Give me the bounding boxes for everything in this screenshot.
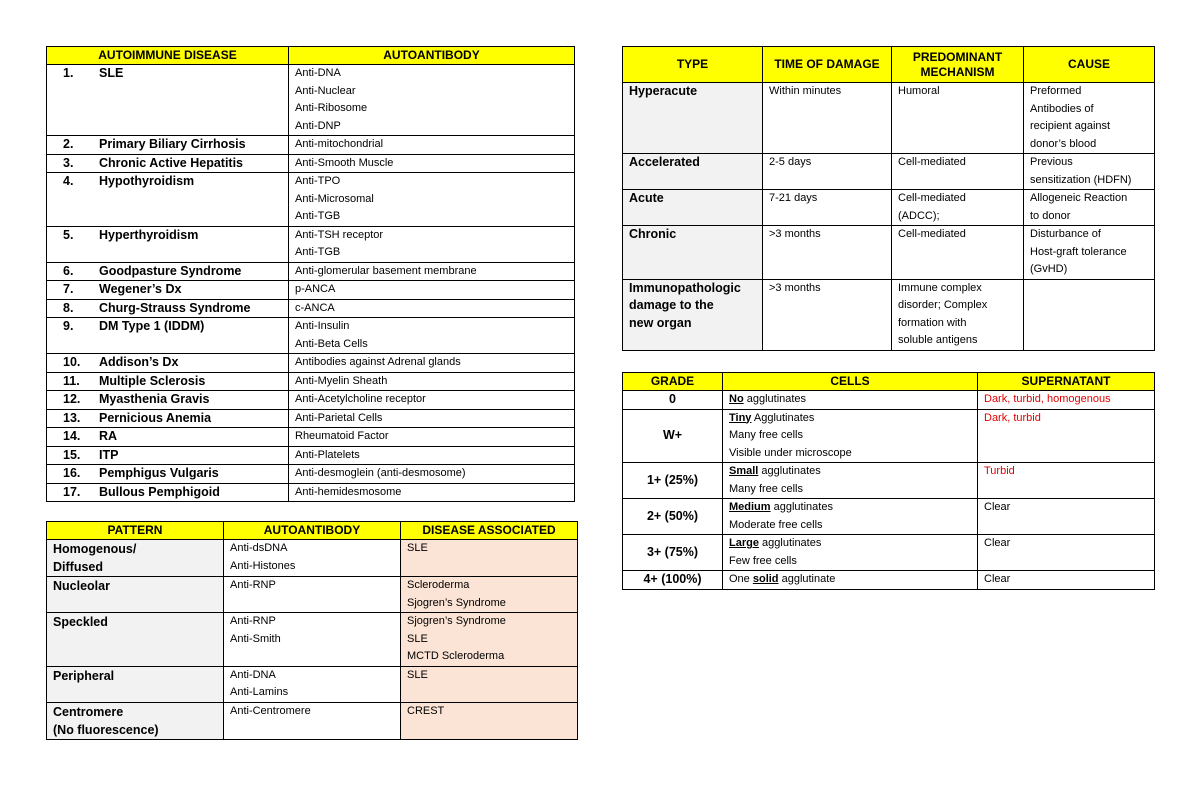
antibody-cell (289, 299, 575, 318)
disease-cell (47, 372, 289, 391)
disease-text: MCTD Scleroderma (407, 650, 505, 662)
table-row (47, 666, 578, 702)
cells-cell (723, 409, 978, 463)
cells-extra: Many free cells (729, 429, 803, 441)
mechanism-text: (ADCC); (898, 209, 940, 222)
header-cause: CAUSE (1024, 47, 1155, 83)
antibody-text: Anti-Acetylcholine receptor (295, 393, 426, 405)
antibody-cell (289, 428, 575, 447)
grade-cell: 1+ (25%) (623, 463, 723, 499)
antibody-text: Anti-hemidesmosome (295, 485, 402, 498)
grade-cell: 2+ (50%) (623, 499, 723, 535)
antibody-text: Anti-Microsomal (295, 192, 374, 205)
disease-name: RA (99, 429, 118, 443)
antibody-text: Anti-Beta Cells (295, 337, 368, 350)
header-disease-associated: DISEASE ASSOCIATED (401, 522, 578, 540)
disease-text: Sjogren’s Syndrome (407, 596, 506, 609)
rejection-type-text: Immunopathologic (629, 280, 741, 295)
disease-name: Bullous Pemphigoid (99, 484, 220, 499)
cells-cell (723, 571, 978, 590)
cells-description (729, 410, 971, 428)
disease-cell (47, 299, 289, 318)
supernatant-cell: Dark, turbid, homogenous (978, 391, 1155, 410)
pattern-text: Diffused (53, 560, 103, 574)
disease-associated-cell (401, 613, 578, 667)
antibody-cell (289, 226, 575, 262)
rejection-type-text: Accelerated (629, 155, 700, 169)
disease-name: Primary Biliary Cirrhosis (99, 137, 246, 151)
rejection-type-text: new organ (629, 315, 692, 330)
disease-text: SLE (407, 632, 428, 645)
antibody-text: Anti-DNA (295, 67, 341, 79)
row-number: 11. (63, 373, 80, 388)
antibody-cell (289, 281, 575, 300)
row-number: 9. (63, 319, 74, 333)
table-row (623, 226, 1155, 280)
mechanism-cell (892, 154, 1024, 190)
disease-cell (47, 409, 289, 428)
agglutinate-size: Large (729, 537, 759, 549)
disease-name: Pernicious Anemia (99, 410, 212, 425)
disease-name: Multiple Sclerosis (99, 373, 206, 388)
header-pattern-autoantibody: AUTOANTIBODY (224, 522, 401, 540)
header-autoantibody: AUTOANTIBODY (289, 47, 575, 65)
disease-name: Chronic Active Hepatitis (99, 155, 244, 170)
cells-cell (723, 463, 978, 499)
antibody-cell (289, 136, 575, 155)
cells-description (729, 535, 971, 553)
header-type: TYPE (623, 47, 763, 83)
pattern-cell (47, 666, 224, 702)
antibody-text: Antibodies against Adrenal glands (295, 356, 461, 368)
grade-cell: 3+ (75%) (623, 535, 723, 571)
time-of-damage-cell: 7-21 days (763, 190, 892, 226)
table-row (47, 299, 575, 318)
rejection-table (622, 46, 1155, 351)
mechanism-text: Immune complex (898, 281, 982, 294)
table-row (47, 173, 575, 227)
antibody-text: Anti-glomerular basement membrane (295, 264, 477, 277)
supernatant-cell: Dark, turbid (978, 409, 1155, 463)
cells-description (729, 391, 971, 409)
cause-text: sensitization (HDFN) (1030, 173, 1132, 186)
disease-text: Scleroderma (407, 579, 470, 591)
table-row (623, 190, 1155, 226)
mechanism-text: formation with (898, 316, 967, 329)
antibody-text: Anti-Lamins (230, 686, 289, 698)
cells-cell (723, 391, 978, 410)
table-row (47, 577, 578, 613)
cause-text: (GvHD) (1030, 263, 1068, 275)
cells-cell (723, 499, 978, 535)
antibody-text: Anti-TGB (295, 210, 341, 222)
antibody-cell (289, 446, 575, 465)
supernatant-cell: Clear (978, 571, 1155, 590)
antibody-text: Rheumatoid Factor (295, 430, 389, 442)
table-row (47, 409, 575, 428)
table-row (47, 65, 575, 136)
mechanism-cell (892, 279, 1024, 350)
table-row (47, 702, 578, 739)
disease-text: Sjogren’s Syndrome (407, 615, 506, 627)
supernatant-cell: Clear (978, 535, 1155, 571)
table-row (623, 409, 1155, 463)
grade-cell: W+ (623, 409, 723, 463)
antibody-text: Anti-Myelin Sheath (295, 374, 388, 387)
rejection-type-text: damage to the (629, 298, 714, 312)
pattern-antibody-cell (224, 613, 401, 667)
pattern-antibody-cell (224, 540, 401, 577)
header-grade: GRADE (623, 373, 723, 391)
disease-name: ITP (99, 447, 119, 462)
row-number: 3. (63, 155, 74, 170)
row-number: 1. (63, 66, 74, 80)
antibody-cell (289, 465, 575, 484)
grade-cell: 0 (623, 391, 723, 410)
pattern-text: Centromere (53, 704, 124, 719)
grading-table (622, 372, 1155, 590)
antibody-cell (289, 372, 575, 391)
header-cells: CELLS (723, 373, 978, 391)
disease-cell (47, 154, 289, 173)
cells-rest: agglutinates (758, 537, 822, 549)
cause-text: to donor (1030, 209, 1071, 222)
cause-text: Antibodies of (1030, 102, 1094, 115)
table-row (47, 540, 578, 577)
disease-associated-cell (401, 540, 578, 577)
pattern-text: Nucleolar (53, 579, 110, 593)
disease-name: Hypothyroidism (99, 174, 195, 188)
table-row (47, 446, 575, 465)
mechanism-text: Humoral (898, 85, 940, 97)
disease-name: SLE (99, 66, 124, 80)
disease-text: SLE (407, 668, 428, 681)
row-number: 14. (63, 429, 81, 443)
disease-cell (47, 391, 289, 410)
time-of-damage-cell: Within minutes (763, 83, 892, 154)
cause-text: Preformed (1030, 85, 1082, 97)
supernatant-cell: Turbid (978, 463, 1155, 499)
antibody-text: Anti-Histones (230, 559, 296, 572)
agglutinate-size: Tiny (729, 411, 752, 424)
cells-rest: agglutinates (758, 465, 821, 477)
cells-extra: Visible under microscope (729, 446, 852, 459)
cause-cell (1024, 226, 1155, 280)
row-number: 8. (63, 300, 74, 315)
cells-rest: Agglutinates (751, 411, 815, 424)
disease-cell (47, 65, 289, 136)
table-row (47, 483, 575, 502)
antibody-text: Anti-DNP (295, 119, 341, 132)
mechanism-text: Cell-mediated (898, 192, 966, 204)
pattern-cell (47, 702, 224, 739)
antibody-text: Anti-Centromere (230, 704, 311, 717)
table-row (47, 613, 578, 667)
disease-name: Pemphigus Vulgaris (99, 466, 219, 480)
cells-cell (723, 535, 978, 571)
antibody-text: Anti-RNP (230, 579, 276, 591)
cause-cell (1024, 83, 1155, 154)
antibody-cell (289, 354, 575, 373)
antibody-text: Anti-Smith (230, 632, 281, 645)
time-of-damage-cell: >3 months (763, 279, 892, 350)
disease-cell (47, 262, 289, 281)
antibody-text: Anti-TPO (295, 175, 341, 187)
header-supernatant: SUPERNATANT (978, 373, 1155, 391)
rejection-type-text: Acute (629, 191, 664, 205)
antibody-text: p-ANCA (295, 283, 336, 295)
table-row (47, 154, 575, 173)
pattern-antibody-cell (224, 666, 401, 702)
header-predominant-mechanism: PREDOMINANT MECHANISM (892, 47, 1024, 83)
antibody-cell (289, 262, 575, 281)
pattern-antibody-cell (224, 577, 401, 613)
disease-text: CREST (407, 704, 445, 717)
antibody-text: Anti-TGB (295, 246, 341, 258)
disease-cell (47, 136, 289, 155)
cells-rest: agglutinate (778, 573, 836, 585)
cells-extra: Few free cells (729, 554, 797, 567)
agglutinate-size: No (729, 393, 744, 405)
antibody-text: Anti-Parietal Cells (295, 411, 383, 424)
rejection-type-cell (623, 190, 763, 226)
disease-cell (47, 173, 289, 227)
antibody-text: Anti-desmoglein (anti-desmosome) (295, 467, 466, 479)
cause-cell (1024, 190, 1155, 226)
disease-name: Wegener’s Dx (99, 282, 182, 296)
disease-name: Churg-Strauss Syndrome (99, 300, 251, 315)
disease-associated-cell (401, 577, 578, 613)
table-row (623, 154, 1155, 190)
table-row (47, 354, 575, 373)
table-row (623, 391, 1155, 410)
antibody-cell (289, 65, 575, 136)
cells-rest: agglutinates (770, 501, 833, 513)
table-row (623, 463, 1155, 499)
header-autoimmune-disease: AUTOIMMUNE DISEASE (47, 47, 289, 65)
row-number: 7. (63, 282, 74, 296)
table-row (47, 428, 575, 447)
disease-text: SLE (407, 542, 428, 554)
pattern-text: Peripheral (53, 668, 115, 683)
rejection-type-cell (623, 83, 763, 154)
time-of-damage-cell: >3 months (763, 226, 892, 280)
disease-cell (47, 428, 289, 447)
disease-associated-cell (401, 702, 578, 739)
disease-name: Hyperthyroidism (99, 227, 199, 242)
table-row (623, 83, 1155, 154)
antibody-cell (289, 391, 575, 410)
cause-text: Disturbance of (1030, 228, 1101, 240)
row-number: 10. (63, 355, 81, 369)
row-number: 17. (63, 484, 81, 499)
mechanism-text: disorder; Complex (898, 299, 988, 311)
antibody-cell (289, 409, 575, 428)
disease-cell (47, 226, 289, 262)
grade-cell: 4+ (100%) (623, 571, 723, 590)
disease-cell (47, 465, 289, 484)
disease-associated-cell (401, 666, 578, 702)
cells-rest: agglutinates (743, 393, 807, 405)
table-row (623, 535, 1155, 571)
disease-cell (47, 354, 289, 373)
table-row (47, 318, 575, 354)
pattern-text: Speckled (53, 615, 108, 629)
pattern-cell (47, 540, 224, 577)
cells-prefix: One (729, 573, 753, 585)
antibody-cell (289, 483, 575, 502)
time-of-damage-cell: 2-5 days (763, 154, 892, 190)
disease-name: Myasthenia Gravis (99, 392, 210, 406)
cells-extra: Many free cells (729, 482, 803, 495)
row-number: 4. (63, 174, 74, 188)
mechanism-text: Cell-mediated (898, 156, 966, 168)
ana-pattern-table (46, 521, 578, 740)
antibody-text: Anti-RNP (230, 615, 276, 627)
antibody-text: Anti-Ribosome (295, 102, 368, 114)
cause-cell (1024, 154, 1155, 190)
header-time-of-damage: TIME OF DAMAGE (763, 47, 892, 83)
agglutinate-size: Medium (729, 501, 771, 513)
cells-description (729, 463, 971, 481)
row-number: 6. (63, 263, 74, 278)
autoimmune-table (46, 46, 575, 502)
pattern-cell (47, 613, 224, 667)
table-row (47, 136, 575, 155)
disease-cell (47, 318, 289, 354)
rejection-type-text: Hyperacute (629, 84, 698, 98)
mechanism-text: soluble antigens (898, 334, 978, 346)
pattern-text: (No fluorescence) (53, 722, 159, 737)
disease-cell (47, 281, 289, 300)
antibody-text: c-ANCA (295, 301, 335, 314)
pattern-text: Homogenous/ (53, 542, 137, 556)
cells-extra: Moderate free cells (729, 518, 823, 531)
cause-cell (1024, 279, 1155, 350)
table-row (623, 279, 1155, 350)
antibody-text: Anti-mitochondrial (295, 138, 384, 150)
table-row (47, 262, 575, 281)
table-row (47, 465, 575, 484)
pattern-cell (47, 577, 224, 613)
mechanism-cell (892, 226, 1024, 280)
disease-cell (47, 446, 289, 465)
cells-description (729, 571, 971, 589)
row-number: 2. (63, 137, 74, 151)
antibody-text: Anti-Platelets (295, 448, 360, 461)
row-number: 5. (63, 227, 74, 242)
supernatant-cell: Clear (978, 499, 1155, 535)
table-row (47, 372, 575, 391)
agglutinate-size: Small (729, 465, 759, 477)
antibody-text: Anti-TSH receptor (295, 228, 384, 241)
mechanism-text: Cell-mediated (898, 228, 966, 240)
row-number: 15. (63, 447, 81, 462)
antibody-text: Anti-dsDNA (230, 542, 288, 554)
antibody-text: Anti-Nuclear (295, 84, 356, 97)
rejection-type-text: Chronic (629, 227, 677, 241)
mechanism-cell (892, 83, 1024, 154)
row-number: 12. (63, 392, 81, 406)
agglutinate-size: solid (752, 573, 779, 585)
cells-description (729, 499, 971, 517)
antibody-cell (289, 318, 575, 354)
table-row (623, 499, 1155, 535)
rejection-type-cell (623, 154, 763, 190)
antibody-cell (289, 173, 575, 227)
header-pattern: PATTERN (47, 522, 224, 540)
disease-name: Addison’s Dx (99, 355, 179, 369)
cause-text: Allogeneic Reaction (1030, 192, 1128, 204)
antibody-cell (289, 154, 575, 173)
mechanism-cell (892, 190, 1024, 226)
disease-name: DM Type 1 (IDDM) (99, 319, 205, 333)
cause-text: donor’s blood (1030, 137, 1097, 150)
rejection-type-cell (623, 226, 763, 280)
table-row (47, 281, 575, 300)
cause-text: Host-graft tolerance (1030, 245, 1127, 258)
antibody-text: Anti-Smooth Muscle (295, 156, 394, 169)
antibody-text: Anti-DNA (230, 668, 276, 681)
row-number: 13. (63, 410, 81, 425)
row-number: 16. (63, 466, 81, 480)
disease-name: Goodpasture Syndrome (99, 263, 242, 278)
cause-text: recipient against (1030, 120, 1111, 132)
table-row (623, 571, 1155, 590)
antibody-text: Anti-Insulin (295, 320, 350, 332)
cause-text: Previous (1030, 156, 1073, 168)
table-row (47, 226, 575, 262)
pattern-antibody-cell (224, 702, 401, 739)
rejection-type-cell (623, 279, 763, 350)
disease-cell (47, 483, 289, 502)
table-row (47, 391, 575, 410)
